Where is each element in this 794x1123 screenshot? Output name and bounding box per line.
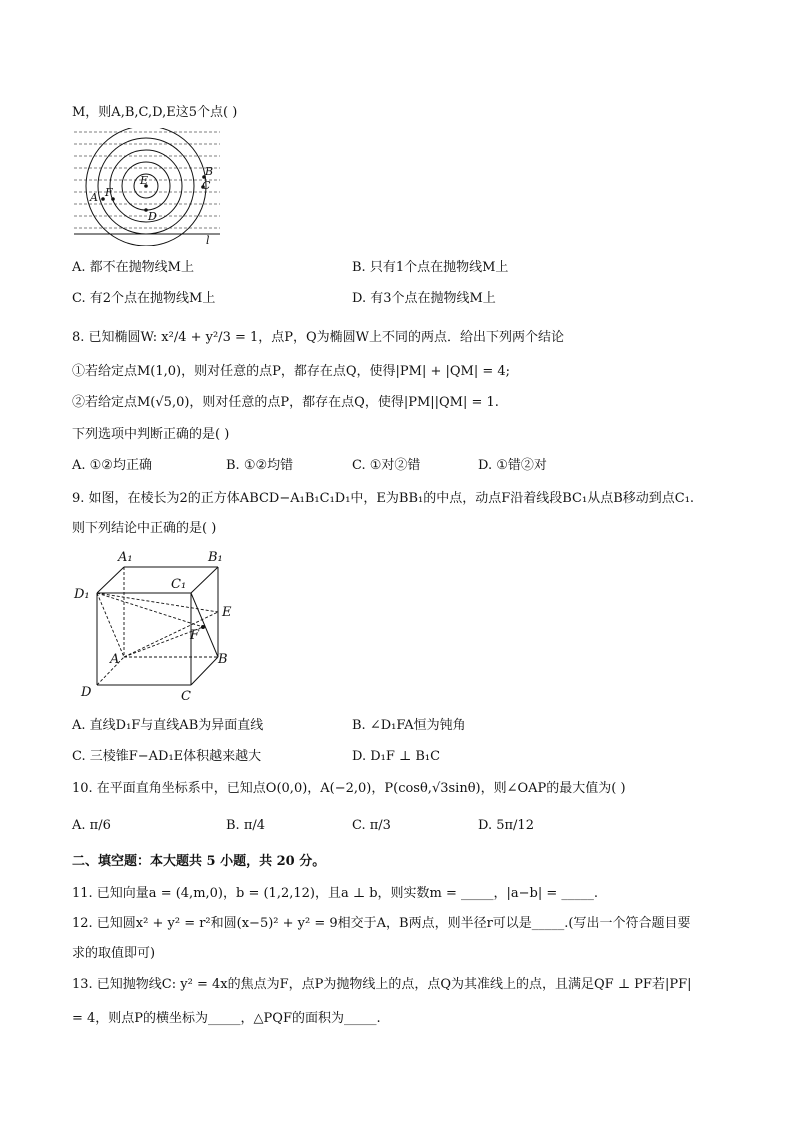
concentric-circles-figure	[72, 128, 222, 246]
label-A: A	[90, 191, 98, 204]
q13-line-2: = 4，则点P的横坐标为_____，△PQF的面积为_____.	[72, 1011, 381, 1026]
q9-stem-line-2: 则下列结论中正确的是( )	[72, 521, 217, 536]
q7-option-d[interactable]: D. 有3个点在抛物线M上	[352, 291, 496, 306]
q7-option-a[interactable]: A. 都不在抛物线M上	[72, 260, 194, 275]
q12-line-1: 12. 已知圆x² + y² = r²和圆(x−5)² + y² = 9相交于A，B两点，则半径r可以是_____.(写出一个符合题目要	[72, 916, 691, 931]
q9-stem-line-1: 9. 如图，在棱长为2的正方体ABCD−A₁B₁C₁D₁中，E为BB₁的中点，动点F沿着线段BC₁从点B移动到点C₁.	[72, 491, 695, 506]
section-heading: 二、填空题：本大题共 5 小题，共 20 分。	[72, 854, 326, 869]
label-A: A	[110, 652, 120, 667]
q7-option-c[interactable]: C. 有2个点在抛物线M上	[72, 291, 216, 306]
q9-option-d[interactable]: D. D₁F ⊥ B₁C	[352, 749, 441, 764]
label-D: D	[81, 685, 92, 700]
label-F: F	[105, 186, 113, 199]
q8-option-c[interactable]: C. ①对②错	[352, 458, 421, 473]
q9-option-b[interactable]: B. ∠D₁FA恒为钝角	[352, 718, 466, 733]
q12-line-2: 求的取值即可)	[72, 946, 156, 961]
q10-option-d[interactable]: D. 5π/12	[478, 818, 534, 833]
q10-option-b[interactable]: B. π/4	[226, 818, 266, 833]
q13-line-1: 13. 已知抛物线C: y² = 4x的焦点为F，点P为抛物线上的点，点Q为其准线上的点，且满足QF ⊥ PF若|PF|	[72, 977, 692, 992]
label-E: E	[222, 605, 232, 620]
q10-option-a[interactable]: A. π/6	[72, 818, 111, 833]
q9-option-a[interactable]: A. 直线D₁F与直线AB为异面直线	[72, 718, 264, 733]
q8-option-a[interactable]: A. ①②均正确	[72, 458, 152, 473]
q7-option-b[interactable]: B. 只有1个点在抛物线M上	[352, 260, 509, 275]
label-C1: C₁	[171, 577, 187, 592]
q9-option-c[interactable]: C. 三棱锥F−AD₁E体积越来越大	[72, 749, 262, 764]
label-C: C	[181, 689, 191, 704]
q8-stem: 8. 已知椭圆W: x²/4 + y²/3 = 1，点P，Q为椭圆W上不同的两点．给出下列两个结论	[72, 330, 565, 345]
label-F: F	[190, 628, 200, 643]
q11-text: 11. 已知向量a = (4,m,0)，b = (1,2,12)，且a ⊥ b，则实数m = _____，|a−b| = _____.	[72, 886, 599, 901]
q8-ask: 下列选项中判断正确的是( )	[72, 427, 230, 442]
q10-stem: 10. 在平面直角坐标系中，已知点O(0,0)，A(−2,0)，P(cosθ,√3sinθ)，则∠OAP的最大值为( )	[72, 781, 626, 796]
cube-figure	[70, 545, 240, 705]
q8-option-b[interactable]: B. ①②均错	[226, 458, 294, 473]
label-B1: B₁	[208, 550, 223, 565]
q8-conclusion-2: ②若给定点M(√5,0)，则对任意的点P，都存在点Q，使得|PM||QM| = 1.	[72, 395, 499, 410]
label-B: B	[205, 165, 214, 178]
label-C: C	[202, 179, 211, 192]
label-D1: D₁	[74, 587, 90, 602]
label-l: l	[206, 234, 210, 246]
q8-conclusion-1: ①若给定点M(1,0)，则对任意的点P，都存在点Q，使得|PM| + |QM| = 4;	[72, 364, 511, 379]
label-B: B	[218, 652, 228, 667]
q8-option-d[interactable]: D. ①错②对	[478, 458, 547, 473]
label-E: E	[140, 174, 149, 187]
label-D: D	[148, 210, 157, 223]
q10-option-c[interactable]: C. π/3	[352, 818, 391, 833]
q7-stem-tail: M，则A,B,C,D,E这5个点( )	[72, 105, 238, 120]
label-A1: A₁	[118, 550, 133, 565]
